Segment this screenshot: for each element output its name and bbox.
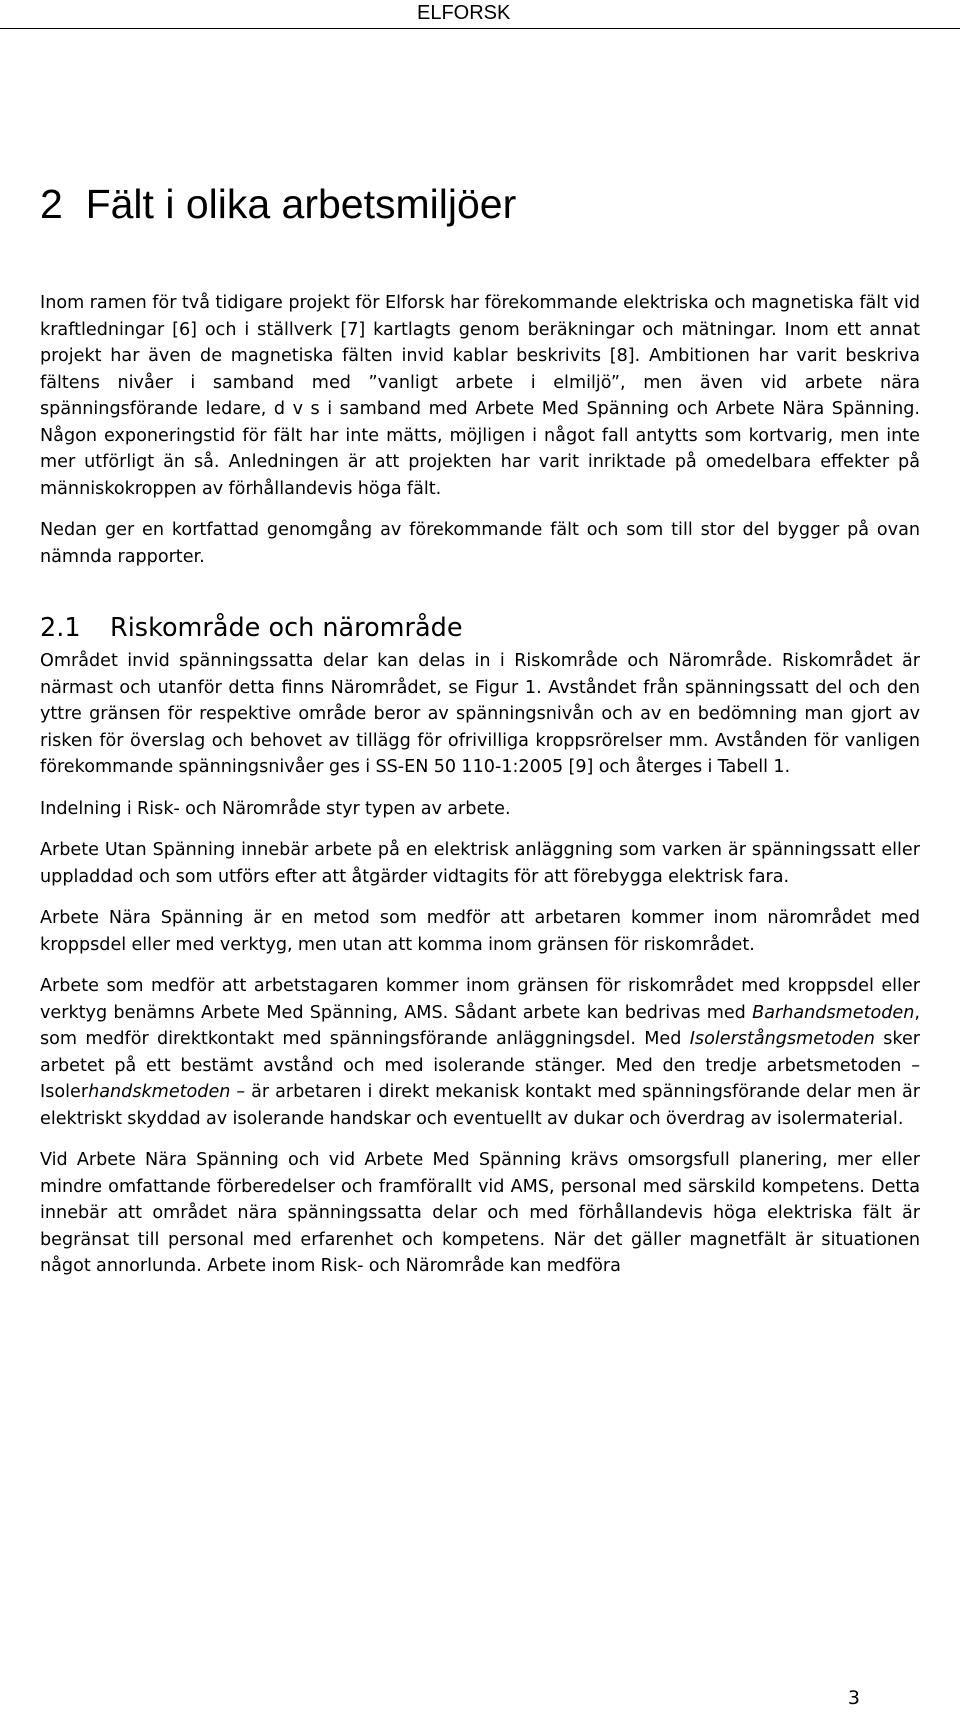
chapter-title: 2 Fält i olika arbetsmiljöer	[40, 181, 517, 227]
section-paragraph-6: Vid Arbete Nära Spänning och vid Arbete Med Spänning krävs omsorgsfull planering, mer eller mindre omfattande förberedelser och framförallt vid AMS, personal med särskild kompetens. Detta innebär att området nära spänningssatta delar och med förhållandevis höga elektriska fält är begränsat till personal med erfarenhet och kompetens. När det gäller magnetfält är situationen något annorlunda. Arbete inom Risk- och Närområde kan medföra	[40, 1150, 920, 1276]
section-paragraph-4: Arbete Nära Spänning är en metod som medför att arbetaren kommer inom närområdet med kroppsdel eller med verktyg, men utan att komma inom gränsen för riskområdet.	[40, 908, 920, 955]
section-heading	[40, 611, 920, 645]
document-body	[40, 290, 920, 1280]
p5-text-4: – är arbetaren i direkt mekanisk kontakt med spänningsförande delar men är elektriskt skyddad av isolerande handskar och eventuellt av dukar och överdrag av isolermaterial.	[40, 1082, 920, 1129]
section-paragraph-3: Arbete Utan Spänning innebär arbete på en elektrisk anläggning som varken är spänningssatt eller uppladdad och som utförs efter att åtgärder vidtagits för att förebygga elektrisk fara.	[40, 840, 920, 887]
section-paragraph-1: Området invid spänningssatta delar kan delas in i Riskområde och Närområde. Riskområdet är närmast och utanför detta finns Närområdet, se Figur 1. Avståndet från spänningssatt del och den yttre gränsen för respektive område beror av spänningsnivån och av en bedömning man gjort av risken för överslag och behovet av tillägg för ofrivilliga kroppsrörelser mm. Avstånden för vanligen förekommande spänningsnivåer ges i SS-EN 50 110-1:2005 [9] och återges i Tabell 1.	[40, 651, 920, 777]
intro-paragraph-1: Inom ramen för två tidigare projekt för Elforsk har förekommande elektriska och magnetiska fält vid kraftledningar [6] och i ställverk [7] kartlagts genom beräkningar och mätningar. Inom ett annat projekt har även de magnetiska fälten invid kablar beskrivits [8]. Ambitionen har varit beskriva fältens nivåer i samband med ”vanligt arbete i elmiljö”, men även vid arbete nära spänningsförande ledare, d v s i samband med Arbete Med Spänning och Arbete Nära Spänning. Någon exponeringstid för fält har inte mätts, möjligen i något fall antytts som kortvarig, men inte mer utförligt än så. Anledningen är att projekten har varit inriktade på omedelbara effekter på människokroppen av förhållandevis höga fält.	[40, 293, 920, 499]
section-paragraph-5	[40, 973, 920, 1132]
p5-text-2: , som medför direktkontakt med spänningsförande anläggningsdel. Med	[40, 1002, 920, 1049]
section-paragraph-2: Indelning i Risk- och Närområde styr typen av arbete.	[40, 798, 511, 819]
p5-method-isolerstang: Isolerstångsmetoden	[689, 1029, 875, 1049]
page-header	[0, 0, 960, 29]
section-title: Riskområde och närområde	[110, 613, 463, 643]
p5-text-1: Arbete som medför att arbetstagaren kommer inom gränsen för riskområdet med kroppsdel eller verktyg benämns Arbete Med Spänning, AMS. Sådant arbete kan bedrivas med	[40, 976, 920, 1023]
intro-paragraph-2: Nedan ger en kortfattad genomgång av förekommande fält och som till stor del bygger på ovan nämnda rapporter.	[40, 520, 920, 567]
page-number: 3	[847, 1687, 860, 1709]
section-number: 2.1	[40, 613, 81, 643]
p5-text-3: sker arbetet på ett bestämt avstånd och med isolerande stänger. Med den tredje arbetsmetoden – Isoler	[40, 1029, 920, 1102]
p5-method-barhand: Barhandsmetoden	[752, 1002, 915, 1023]
p5-method-isolerhandske: handskmetoden	[88, 1082, 231, 1102]
header-label: ELFORSK	[417, 2, 511, 24]
